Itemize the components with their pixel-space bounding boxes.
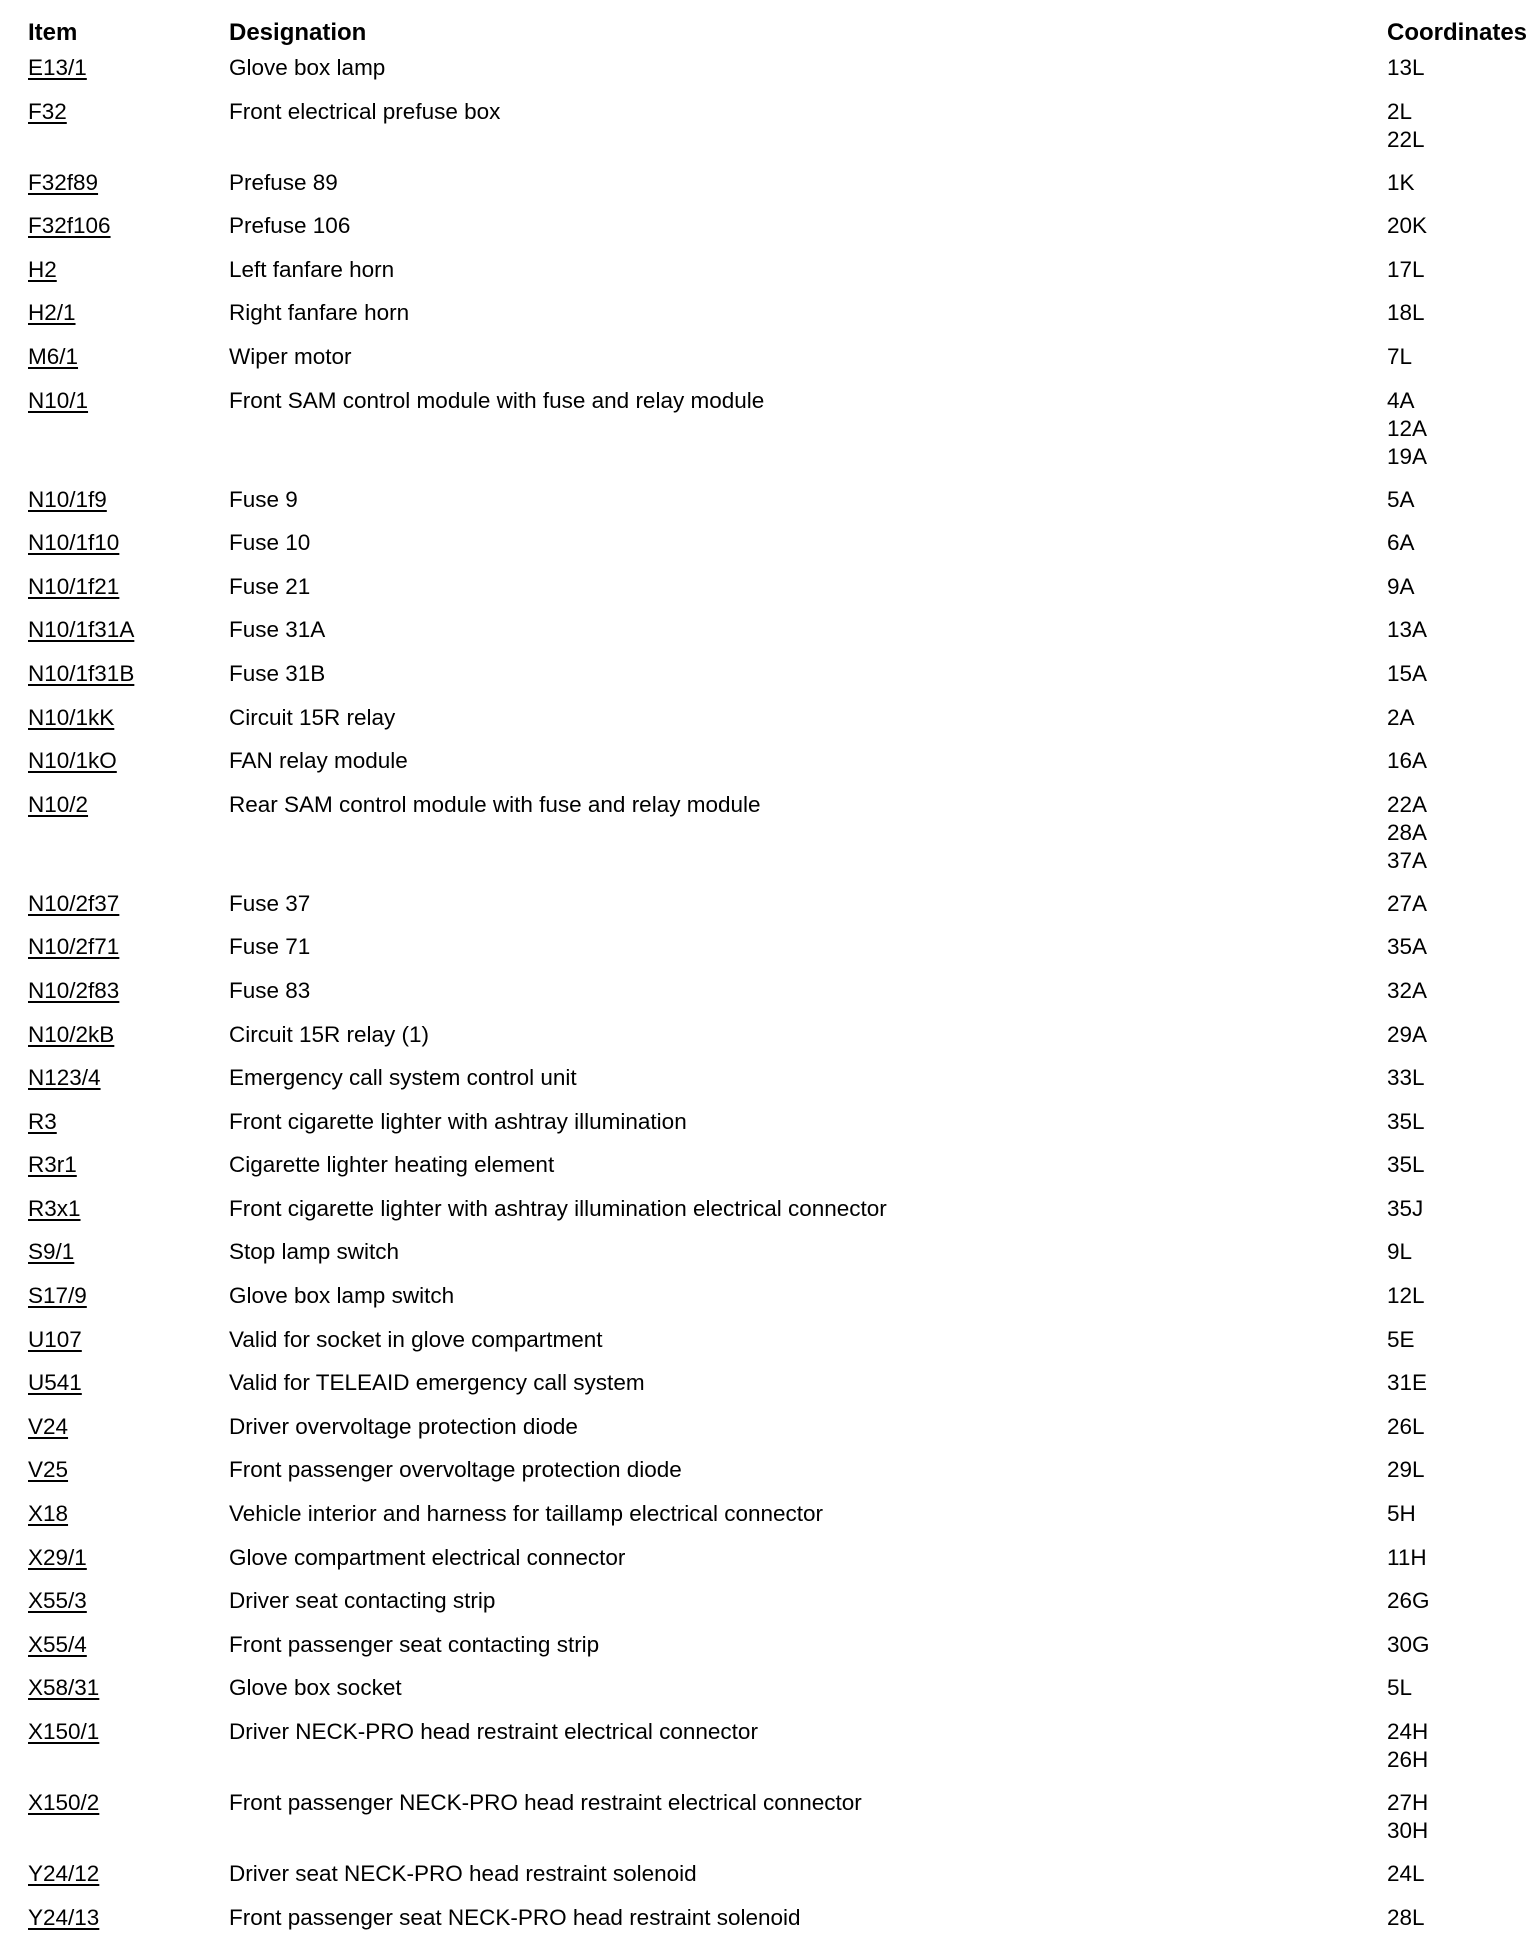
designation-text: Glove compartment electrical connector [229,1544,626,1570]
item-code-link[interactable]: Y24/12 [28,1861,100,1886]
table-row [28,1499,1518,1543]
coordinates-cell [1387,54,1518,82]
table-row [28,528,1518,572]
coordinate-value: 1K [1387,169,1415,195]
coordinates-cell [1387,933,1518,961]
coordinates-cell [1387,1674,1518,1702]
designation-text: Driver NECK-PRO head restraint electrical connector [229,1719,758,1744]
coordinates-cell [1387,1413,1518,1441]
coordinates-cell [1387,1500,1518,1528]
coordinate-value: 31E [1387,1370,1428,1396]
coordinate-value: 13A [1387,617,1428,643]
table-row [28,1107,1518,1151]
coordinate-value: 26L [1387,1413,1425,1439]
table-row [28,932,1518,976]
designation-text: Right fanfare horn [229,300,410,326]
coordinates-cell [1387,1064,1518,1092]
coordinates-cell [1387,573,1518,601]
table-row [28,790,1518,889]
coordinates-cell [1387,1789,1518,1845]
coordinates-cell [1387,1238,1518,1266]
table-row [28,703,1518,747]
coordinate-value: 15A [1387,660,1428,686]
designation-text: Front passenger overvoltage protection diode [229,1457,682,1483]
item-column-header: Item [28,19,78,46]
designation-text: Stop lamp switch [229,1239,400,1265]
designation-text: Valid for TELEAID emergency call system [229,1370,645,1396]
coordinates-cell [1387,660,1518,688]
item-code-link[interactable]: V24 [28,1413,69,1439]
item-code-link[interactable]: N10/2f83 [28,977,120,1003]
item-code-link[interactable]: R3r1 [28,1152,77,1178]
coordinate-value: 27A [1387,890,1428,916]
designation-text: Fuse 37 [229,890,311,916]
designation-text: Front electrical prefuse box [229,98,501,124]
coordinate-value: 35L [1387,1152,1425,1178]
coordinate-value: 22L [1387,126,1425,152]
item-code-link[interactable]: N10/1f10 [28,530,120,556]
designation-text: Fuse 9 [229,486,298,512]
coordinate-value: 5H [1387,1501,1416,1527]
table-row [28,1543,1518,1587]
coordinate-value: 28A [1387,819,1428,845]
coordinate-value: 5L [1387,1675,1413,1701]
item-code-link[interactable]: F32 [28,98,67,124]
coordinate-value: 37A [1387,847,1428,873]
coordinate-value: 20K [1387,213,1428,239]
coordinates-cell [1387,1631,1518,1659]
coordinate-value: 24H [1387,1719,1429,1744]
item-code-link[interactable]: M6/1 [28,343,79,369]
coordinate-value: 27H [1387,1790,1429,1815]
coordinates-cell [1387,791,1518,875]
coordinates-cell [1387,529,1518,557]
designation-text: Driver seat NECK-PRO head restraint solenoid [229,1861,697,1886]
item-code-link[interactable]: N10/2kB [28,1021,115,1047]
item-code-link[interactable]: X150/1 [28,1719,100,1744]
item-code-link[interactable]: N10/2f37 [28,890,120,916]
designation-text: Cigarette lighter heating element [229,1152,555,1178]
coordinates-cell [1387,1904,1518,1932]
coordinates-cell [1387,1860,1518,1888]
designation-text: Prefuse 89 [229,169,338,195]
coordinates-cell [1387,1369,1518,1397]
table-row [28,976,1518,1020]
coordinate-value: 16A [1387,748,1428,774]
item-code-link[interactable]: X55/3 [28,1588,87,1614]
table-row [28,1325,1518,1369]
table-row [28,1630,1518,1674]
coordinates-cell [1387,486,1518,514]
coordinate-value: 11H [1387,1544,1427,1570]
table-row [28,1788,1518,1859]
table-row [28,485,1518,529]
item-code-link[interactable]: H2 [28,256,57,282]
designation-text: Front cigarette lighter with ashtray illumination [229,1108,687,1134]
item-code-link[interactable]: N10/1f9 [28,486,107,512]
coordinates-cell [1387,704,1518,732]
table-row [28,1455,1518,1499]
item-code-link[interactable]: X29/1 [28,1544,87,1570]
designation-text: Fuse 31A [229,617,326,643]
designation-text: Fuse 71 [229,934,311,960]
table-row [28,342,1518,386]
table-row [28,298,1518,342]
coordinate-value: 12A [1387,415,1428,441]
coordinate-value: 5E [1387,1326,1415,1352]
table-row [28,572,1518,616]
designation-text: Fuse 10 [229,530,311,556]
coordinate-value: 2L [1387,98,1413,124]
designation-text: Left fanfare horn [229,256,395,282]
coordinates-cell [1387,343,1518,371]
coordinate-value: 30G [1387,1631,1430,1657]
coordinates-cell [1387,1326,1518,1354]
designation-text: Circuit 15R relay [229,704,396,730]
coordinates-cell [1387,747,1518,775]
item-code-link[interactable]: E13/1 [28,55,87,80]
designation-text: Fuse 21 [229,573,311,599]
coordinate-value: 30H [1387,1818,1429,1843]
designation-text: Emergency call system control unit [229,1065,577,1091]
coordinate-value: 5A [1387,486,1415,512]
table-row [28,1281,1518,1325]
table-body [28,53,1518,1946]
table-row [28,211,1518,255]
component-legend-table [28,16,1528,1946]
coordinate-value: 26H [1387,1747,1429,1772]
coordinates-cell [1387,1544,1518,1572]
coordinates-cell [1387,616,1518,644]
coordinate-value: 29A [1387,1021,1428,1047]
table-row [28,168,1518,212]
coordinate-value: 24L [1387,1861,1425,1886]
coordinates-cell [1387,1456,1518,1484]
coordinate-value: 22A [1387,791,1428,817]
table-row [28,1903,1518,1946]
item-code-link[interactable]: Y24/13 [28,1904,100,1930]
coordinate-value: 29L [1387,1457,1425,1483]
coordinates-cell [1387,256,1518,284]
designation-text: Prefuse 106 [229,213,351,239]
table-row [28,615,1518,659]
table-row [28,659,1518,703]
coordinates-column-header: Coordinates [1387,19,1528,46]
table-row [28,1063,1518,1107]
table-row [28,1412,1518,1456]
table-row [28,1586,1518,1630]
coordinates-cell [1387,299,1518,327]
designation-text: Glove box lamp switch [229,1283,455,1309]
coordinates-cell [1387,1151,1518,1179]
table-row [28,1673,1518,1717]
item-code-link[interactable]: N10/2f71 [28,934,120,960]
table-row [28,255,1518,299]
coordinate-value: 2A [1387,704,1415,730]
coordinates-cell [1387,212,1518,240]
table-row [28,1368,1518,1412]
designation-text: Front passenger NECK-PRO head restraint electrical connector [229,1790,862,1815]
coordinates-cell [1387,1282,1518,1310]
table-row [28,1150,1518,1194]
coordinate-value: 26G [1387,1588,1430,1614]
coordinates-cell [1387,387,1518,471]
coordinate-value: 35A [1387,934,1428,960]
table-row [28,889,1518,933]
coordinates-cell [1387,977,1518,1005]
designation-column-header: Designation [229,19,367,46]
coordinates-cell [1387,1718,1518,1774]
item-code-link[interactable]: V25 [28,1457,69,1483]
table-row [28,1020,1518,1064]
table-row [28,1717,1518,1788]
item-code-link[interactable]: S9/1 [28,1239,75,1265]
designation-text: Driver overvoltage protection diode [229,1413,578,1439]
item-code-link[interactable]: F32f89 [28,169,99,195]
coordinate-value: 35L [1387,1108,1425,1134]
designation-text: Front passenger seat NECK-PRO head restraint solenoid [229,1904,801,1930]
coordinates-cell [1387,1195,1518,1223]
coordinate-value: 35J [1387,1195,1424,1221]
item-code-link[interactable]: N10/1f31A [28,617,135,643]
item-code-link[interactable]: R3 [28,1108,57,1134]
item-code-link[interactable]: N123/4 [28,1065,101,1091]
coordinate-value: 19A [1387,443,1428,469]
item-code-link[interactable]: R3x1 [28,1195,81,1221]
designation-text: Rear SAM control module with fuse and relay module [229,791,761,817]
item-code-link[interactable]: N10/2 [28,791,89,817]
designation-text: Wiper motor [229,343,352,369]
coordinate-value: 13L [1387,55,1425,80]
item-code-link[interactable]: N10/1f31B [28,660,135,686]
coordinates-cell [1387,1587,1518,1615]
coordinate-value: 4A [1387,387,1415,413]
coordinates-cell [1387,890,1518,918]
table-row [28,386,1518,485]
coordinate-value: 9A [1387,573,1415,599]
table-row [28,97,1518,168]
item-code-link[interactable]: X55/4 [28,1631,87,1657]
coordinate-value: 7L [1387,343,1413,369]
coordinate-value: 17L [1387,256,1425,282]
table-row [28,1194,1518,1238]
designation-text: Front SAM control module with fuse and relay module [229,387,765,413]
item-code-link[interactable]: U107 [28,1326,82,1352]
item-code-link[interactable]: U541 [28,1370,82,1396]
item-code-link[interactable]: X58/31 [28,1675,100,1701]
item-code-link[interactable]: X18 [28,1501,69,1527]
coordinate-value: 32A [1387,977,1428,1003]
designation-text: Vehicle interior and harness for taillamp electrical connector [229,1501,824,1527]
item-code-link[interactable]: N10/1kK [28,704,115,730]
designation-text: Driver seat contacting strip [229,1588,496,1614]
item-code-link[interactable]: N10/1kO [28,748,117,774]
item-code-link[interactable]: S17/9 [28,1283,87,1309]
item-code-link[interactable]: X150/2 [28,1790,100,1815]
coordinates-cell [1387,169,1518,197]
designation-text: Fuse 83 [229,977,311,1003]
table-row [28,1237,1518,1281]
designation-text: Front cigarette lighter with ashtray illumination electrical connector [229,1195,887,1221]
designation-text: Circuit 15R relay (1) [229,1021,430,1047]
coordinates-cell [1387,98,1518,154]
designation-text: Valid for socket in glove compartment [229,1326,603,1352]
coordinate-value: 28L [1387,1904,1425,1930]
coordinate-value: 9L [1387,1239,1413,1265]
table-row [28,746,1518,790]
item-code-link[interactable]: N10/1f21 [28,573,120,599]
designation-text: Front passenger seat contacting strip [229,1631,600,1657]
coordinate-value: 12L [1387,1283,1425,1309]
coordinates-cell [1387,1021,1518,1049]
designation-text: Glove box lamp [229,55,386,80]
designation-text: FAN relay module [229,748,408,774]
table-row [28,53,1518,97]
table-header [28,16,1528,50]
item-code-link[interactable]: F32f106 [28,213,111,239]
coordinate-value: 33L [1387,1065,1425,1091]
coordinates-cell [1387,1108,1518,1136]
item-code-link[interactable]: H2/1 [28,300,76,326]
coordinate-value: 6A [1387,530,1415,556]
designation-text: Glove box socket [229,1675,402,1701]
designation-text: Fuse 31B [229,660,326,686]
table-row [28,1859,1518,1903]
item-code-link[interactable]: N10/1 [28,387,89,413]
coordinate-value: 18L [1387,300,1425,326]
